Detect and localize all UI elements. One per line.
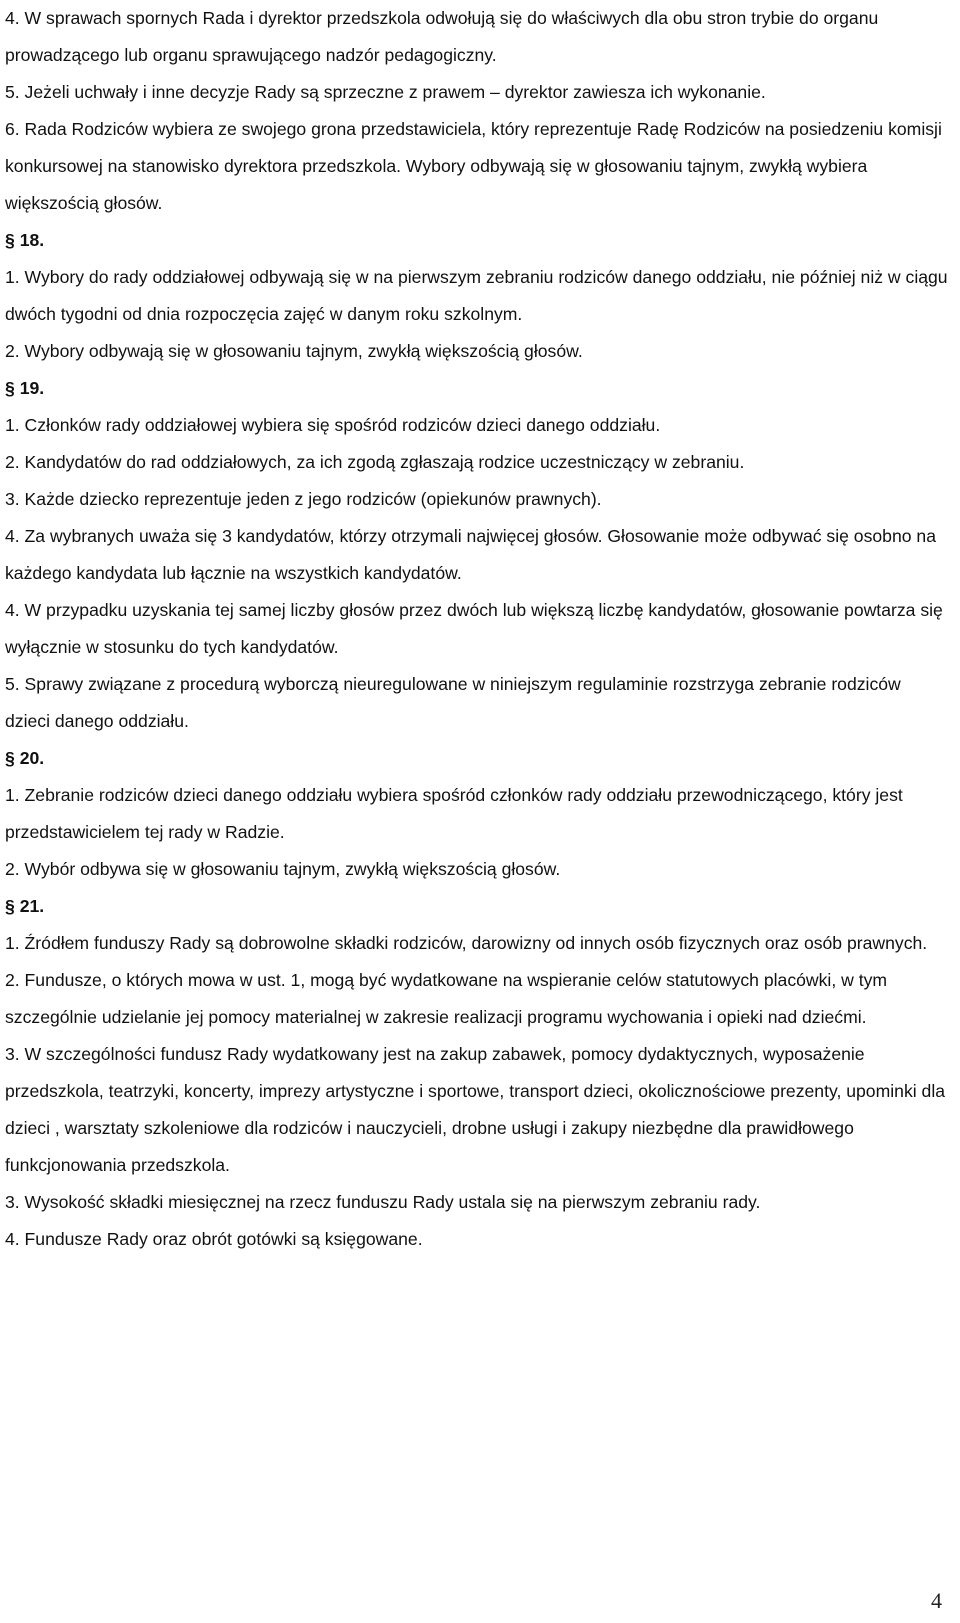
paragraph: 3. Każde dziecko reprezentuje jeden z jego rodziców (opiekunów prawnych). bbox=[5, 489, 602, 509]
paragraph: 4. Fundusze Rady oraz obrót gotówki są księgowane. bbox=[5, 1229, 423, 1249]
section-number: 19. bbox=[19, 378, 45, 398]
section-number: 18. bbox=[19, 230, 45, 250]
section-number: 21. bbox=[19, 896, 45, 916]
paragraph: 4. Za wybranych uważa się 3 kandydatów, którzy otrzymali najwięcej głosów. Głosowanie może odbywać się osobno na każdego kandydata lub łącznie na wszystkich kandydatów. bbox=[5, 526, 936, 583]
paragraph: 1. Wybory do rady oddziałowej odbywają się w na pierwszym zebraniu rodziców danego oddziału, nie później niż w ciągu dwóch tygodni od dnia rozpoczęcia zajęć w danym roku szkolnym. bbox=[5, 267, 948, 324]
paragraph: 4. W sprawach spornych Rada i dyrektor przedszkola odwołują się do właściwych dla obu stron trybie do organu prowadzącego lub organu sprawującego nadzór pedagogiczny. bbox=[5, 8, 879, 65]
section-symbol: § bbox=[5, 230, 15, 250]
paragraph: 2. Wybór odbywa się w głosowaniu tajnym, zwykłą większością głosów. bbox=[5, 859, 561, 879]
document-page bbox=[5, 0, 950, 1258]
paragraph: 6. Rada Rodziców wybiera ze swojego grona przedstawiciela, który reprezentuje Radę Rodziców na posiedzeniu komisji konkursowej na stanowisko dyrektora przedszkola. Wybory odbywają się w głosowaniu tajnym, zwykłą wybiera większością głosów. bbox=[5, 119, 942, 213]
paragraph: 1. Źródłem funduszy Rady są dobrowolne składki rodziców, darowizny od innych osób fizycznych oraz osób prawnych. bbox=[5, 933, 928, 953]
paragraph: 2. Wybory odbywają się w głosowaniu tajnym, zwykłą większością głosów. bbox=[5, 341, 583, 361]
paragraph: 5. Sprawy związane z procedurą wyborczą nieuregulowane w niniejszym regulaminie rozstrzyga zebranie rodziców dzieci danego oddziału. bbox=[5, 674, 901, 731]
section-symbol: § bbox=[5, 378, 15, 398]
paragraph: 1. Członków rady oddziałowej wybiera się spośród rodziców dzieci danego oddziału. bbox=[5, 415, 661, 435]
section-symbol: § bbox=[5, 896, 15, 916]
paragraph: 3. Wysokość składki miesięcznej na rzecz funduszu Rady ustala się na pierwszym zebraniu rady. bbox=[5, 1192, 761, 1212]
paragraph: 2. Fundusze, o których mowa w ust. 1, mogą być wydatkowane na wspieranie celów statutowych placówki, w tym szczególnie udzielanie jej pomocy materialnej w zakresie realizacji programu wychowania i opieki nad dziećmi. bbox=[5, 970, 888, 1027]
page-number: 4 bbox=[931, 1588, 942, 1613]
section-heading-19 bbox=[5, 370, 950, 407]
section-heading-20 bbox=[5, 740, 950, 777]
section-number: 20. bbox=[19, 748, 45, 768]
section-heading-18 bbox=[5, 222, 950, 259]
paragraph: 4. W przypadku uzyskania tej samej liczby głosów przez dwóch lub większą liczbę kandydatów, głosowanie powtarza się wyłącznie w stosunku do tych kandydatów. bbox=[5, 600, 943, 657]
paragraph: 5. Jeżeli uchwały i inne decyzje Rady są sprzeczne z prawem – dyrektor zawiesza ich wykonanie. bbox=[5, 82, 766, 102]
section-symbol: § bbox=[5, 748, 15, 768]
paragraph: 2. Kandydatów do rad oddziałowych, za ich zgodą zgłaszają rodzice uczestniczący w zebraniu. bbox=[5, 452, 745, 472]
section-heading-21 bbox=[5, 888, 950, 925]
paragraph: 1. Zebranie rodziców dzieci danego oddziału wybiera spośród członków rady oddziału przewodniczącego, który jest przedstawicielem tej rady w Radzie. bbox=[5, 785, 903, 842]
paragraph: 3. W szczególności fundusz Rady wydatkowany jest na zakup zabawek, pomocy dydaktycznych, wyposażenie przedszkola, teatrzyki, koncerty, imprezy artystyczne i sportowe, transport dzieci, okolicznościowe prezenty, upominki dla dzieci , warsztaty szkoleniowe dla rodziców i nauczycieli, drobne usługi i zakupy niezbędne dla prawidłowego funkcjonowania przedszkola. bbox=[5, 1044, 946, 1175]
